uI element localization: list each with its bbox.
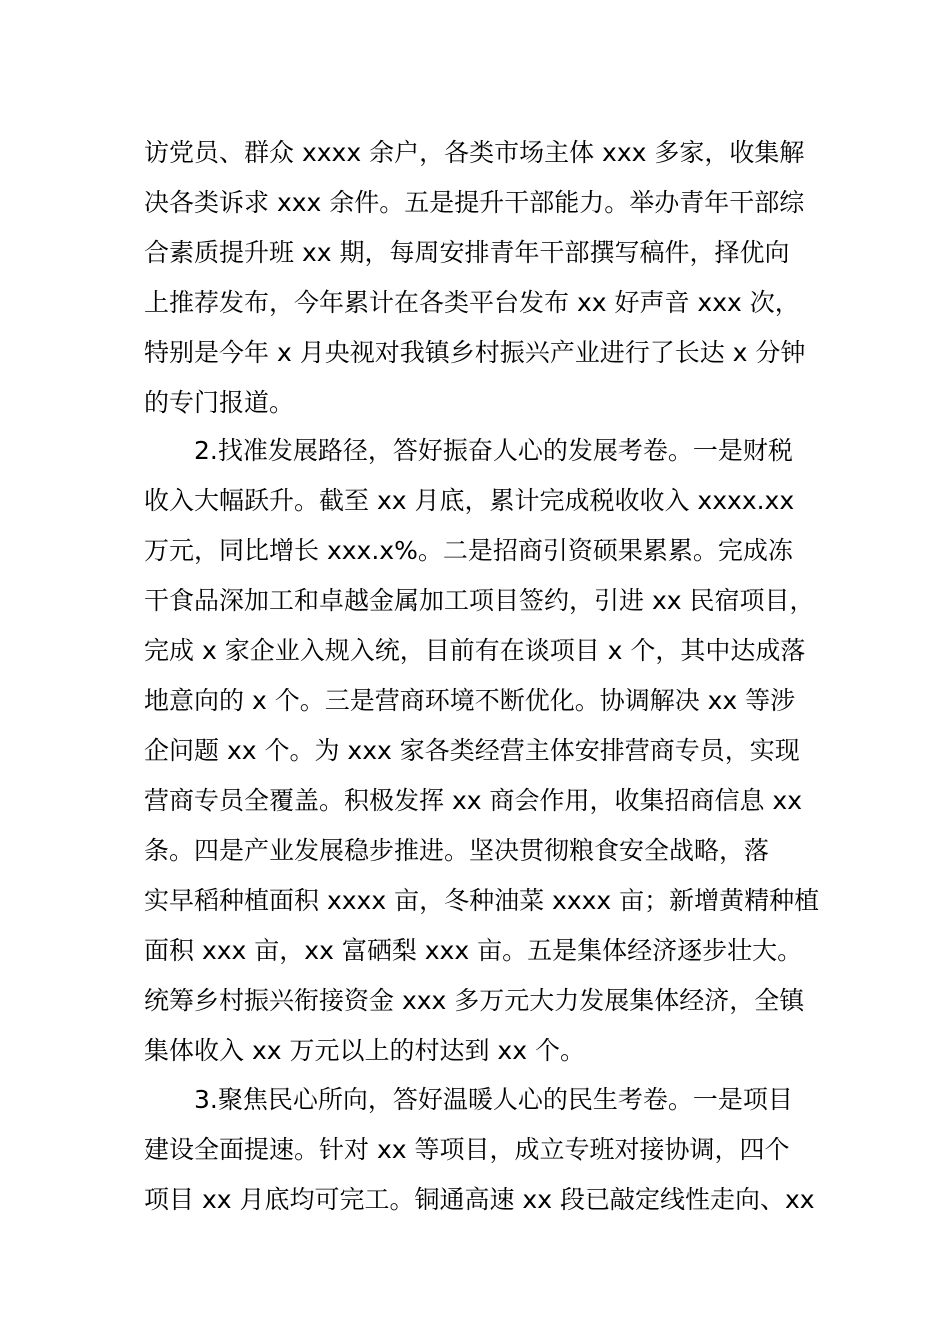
text-line: 条。四是产业发展稳步推进。坚决贯彻粮食安全战略，落 (144, 836, 770, 865)
text-line: 合素质提升班 xx 期，每周安排青年干部撰写稿件，择优向 (144, 238, 790, 267)
paragraph-start-line: 3.聚焦民心所向，答好温暖人心的民生考卷。一是项目 (194, 1085, 793, 1114)
text-line: 完成 x 家企业入规入统，目前有在谈项目 x 个，其中达成落 (144, 636, 806, 665)
text-line: 特别是今年 x 月央视对我镇乡村振兴产业进行了长达 x 分钟 (144, 338, 806, 367)
text-line: 营商专员全覆盖。积极发挥 xx 商会作用，收集招商信息 xx (144, 786, 803, 815)
text-line: 项目 xx 月底均可完工。铜通高速 xx 段已敲定线性走向、xx (144, 1185, 815, 1214)
text-line: 万元，同比增长 xxx.x%。二是招商引资硕果累累。完成冻 (144, 536, 793, 565)
text-line: 地意向的 x 个。三是营商环境不断优化。协调解决 xx 等涉 (144, 686, 796, 715)
text-line: 的专门报道。 (144, 388, 295, 417)
text-line: 统筹乡村振兴衔接资金 xxx 多万元大力发展集体经济，全镇 (144, 986, 805, 1015)
paragraph-start-line: 2.找准发展路径，答好振奋人心的发展考卷。一是财税 (194, 436, 793, 465)
text-line: 干食品深加工和卓越金属加工项目签约，引进 xx 民宿项目， (144, 586, 815, 615)
text-line: 实早稻种植面积 xxxx 亩，冬种油菜 xxxx 亩；新增黄精种植 (144, 886, 820, 915)
text-line: 访党员、群众 xxxx 余户，各类市场主体 xxx 多家，收集解 (144, 138, 805, 167)
text-line: 上推荐发布，今年累计在各类平台发布 xx 好声音 xxx 次， (144, 288, 800, 317)
text-line: 收入大幅跃升。截至 xx 月底，累计完成税收收入 xxxx.xx (144, 486, 795, 515)
text-line: 决各类诉求 xxx 余件。五是提升干部能力。举办青年干部综 (144, 188, 805, 217)
text-line: 集体收入 xx 万元以上的村达到 xx 个。 (144, 1036, 585, 1065)
text-line: 建设全面提速。针对 xx 等项目，成立专班对接协调，四个 (144, 1135, 790, 1164)
text-line: 企问题 xx 个。为 xxx 家各类经营主体安排营商专员，实现 (144, 736, 800, 765)
text-line: 面积 xxx 亩，xx 富硒梨 xxx 亩。五是集体经济逐步壮大。 (144, 936, 803, 965)
